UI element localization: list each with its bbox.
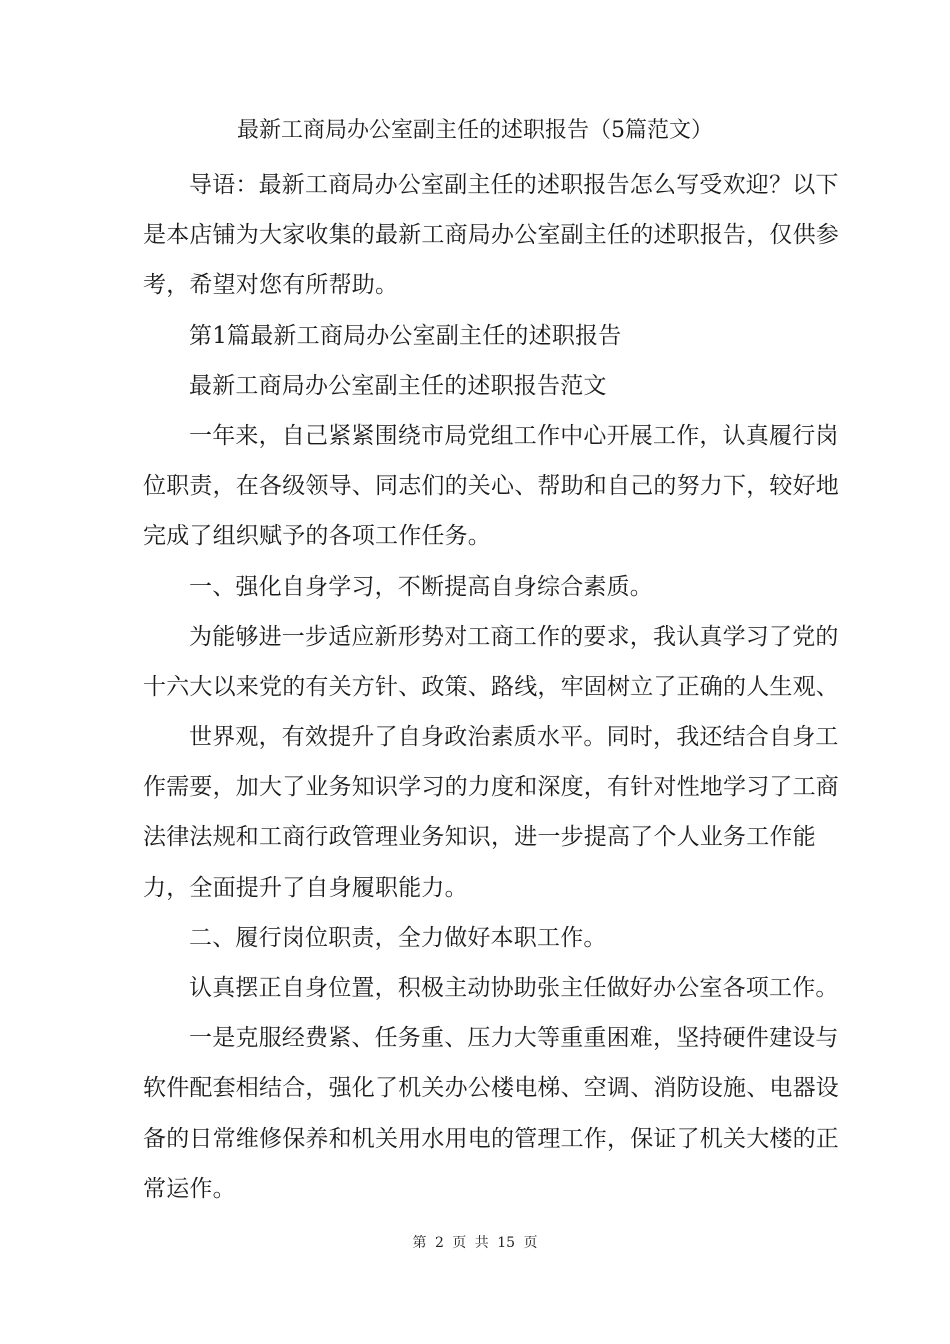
body-text-line: 力，全面提升了自身履职能力。 <box>143 874 468 901</box>
body-text-line: 备的日常维修保养和机关用水用电的管理工作，保证了机关大楼的正 <box>143 1125 839 1152</box>
body-text-line: 是本店铺为大家收集的最新工商局办公室副主任的述职报告，仅供参 <box>143 222 839 249</box>
body-text-line: 第1篇最新工商局办公室副主任的述职报告 <box>189 322 622 349</box>
body-text-line: 认真摆正自身位置，积极主动协助张主任做好办公室各项工作。 <box>189 975 839 1001</box>
body-text-line: 导语：最新工商局办公室副主任的述职报告怎么写受欢迎？以下 <box>189 172 839 198</box>
body-text-line: 世界观，有效提升了自身政治素质水平。同时，我还结合自身工 <box>189 724 839 751</box>
body-text-line: 最新工商局办公室副主任的述职报告范文 <box>189 372 607 399</box>
body-text-line: 位职责，在各级领导、同志们的关心、帮助和自己的努力下，较好地 <box>143 473 839 500</box>
body-text-line: 考，希望对您有所帮助。 <box>143 272 399 299</box>
body-text-line: 常运作。 <box>143 1175 236 1202</box>
body-text-line: 作需要，加大了业务知识学习的力度和深度，有针对性地学习了工商 <box>143 774 839 801</box>
body-text-line: 一是克服经费紧、任务重、压力大等重重困难，坚持硬件建设与 <box>189 1025 839 1052</box>
document-title: 最新工商局办公室副主任的述职报告（5篇范文） <box>237 118 713 143</box>
body-text-line: 完成了组织赋予的各项工作任务。 <box>143 523 491 550</box>
body-text-line: 软件配套相结合，强化了机关办公楼电梯、空调、消防设施、电器设 <box>143 1075 839 1102</box>
body-text-line: 一、强化自身学习，不断提高自身综合素质。 <box>189 573 653 600</box>
body-text-line: 二、履行岗位职责，全力做好本职工作。 <box>189 924 607 951</box>
body-text-line: 十六大以来党的有关方针、政策、路线，牢固树立了正确的人生观、 <box>143 673 839 700</box>
page-footer: 第 2 页 共 15 页 <box>412 1235 538 1251</box>
body-text-line: 为能够进一步适应新形势对工商工作的要求，我认真学习了党的 <box>189 623 839 650</box>
body-text-line: 法律法规和工商行政管理业务知识，进一步提高了个人业务工作能 <box>143 824 816 851</box>
document-body <box>143 166 839 1220</box>
body-text-line: 一年来，自己紧紧围绕市局党组工作中心开展工作，认真履行岗 <box>189 422 839 449</box>
